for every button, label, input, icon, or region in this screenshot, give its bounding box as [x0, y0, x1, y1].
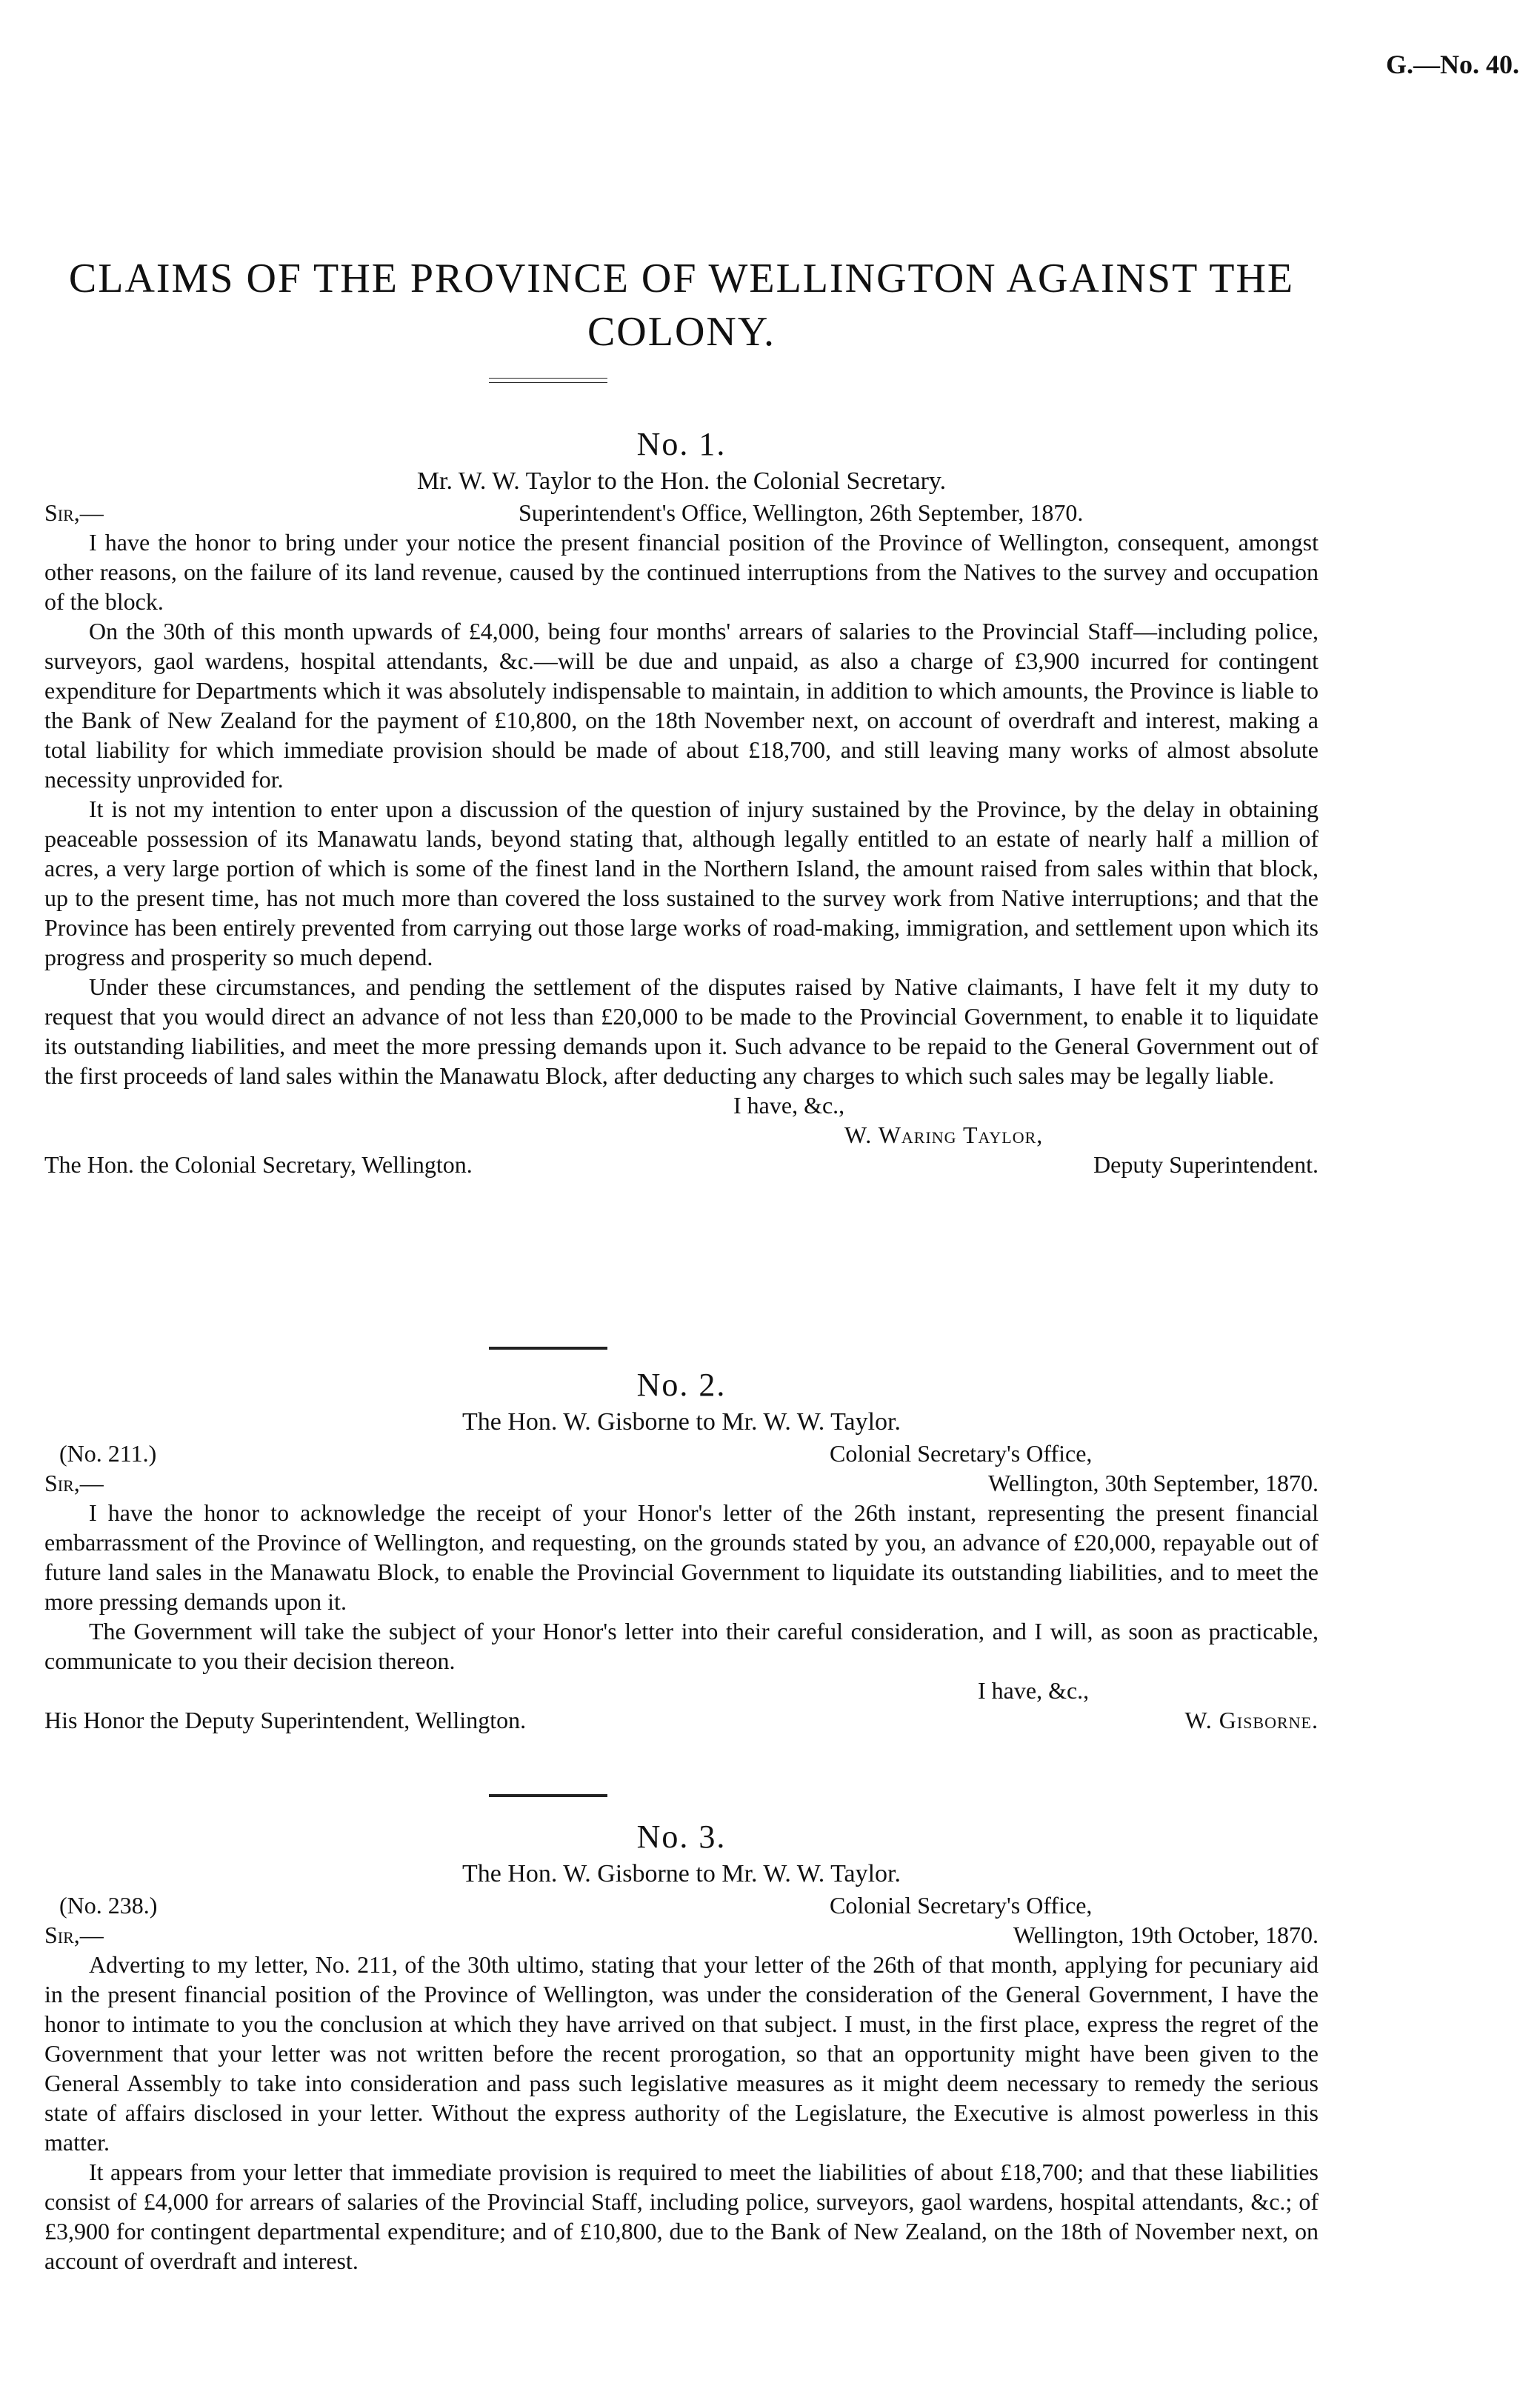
- place-line: Colonial Secretary's Office,: [830, 1892, 1093, 1919]
- letter-ref: (No. 211.): [59, 1440, 157, 1467]
- letter-2: [44, 1364, 1319, 1735]
- paragraph: It is not my intention to enter upon a discussion of the question of injury sustained by the Province, by the delay in obtaining peaceable possession of its Manawatu lands, beyond stating that, although legally entitled to an estate of nearly half a million of acres, a very large portion of which is some of the finest land in the Northern Island, the amount raised from sales within that block, up to the present time, has not much more than covered the loss sustained to the survey work from Native interruptions; and that the Province has been entirely prevented from carrying out those large works of road-making, immigration, and settlement upon which its progress and prosperity so much depend.: [44, 796, 1319, 970]
- closing: I have, &c.,: [733, 1092, 845, 1119]
- letter-number: No. 2.: [636, 1367, 727, 1403]
- salutation: Sir,—: [44, 1922, 104, 1948]
- paragraph: I have the honor to acknowledge the receipt of your Honor's letter of the 26th instant, representing the present financial embarrassment of the Province of Wellington, and requesting, on the grounds stated by you, an advance of £20,000, repayable out of future land sales in the Manawatu Block, to enable the Provincial Government to liquidate its outstanding liabilities, and to meet the more pressing demands upon it.: [44, 1499, 1319, 1615]
- date-line: Wellington, 30th September, 1870.: [988, 1470, 1319, 1496]
- paper-reference: G.—No. 40.: [1386, 50, 1519, 79]
- signature: W. Gisborne.: [1184, 1707, 1319, 1733]
- paragraph: It appears from your letter that immediate provision is required to meet the liabilities of about £18,700; and that these liabilities consist of £4,000 for arrears of salaries of the Provincial Staff, including police, surveyors, gaol wardens, hospital attendants, &c.; of £3,900 for contingent departmental expenditure; and of £10,800, due to the Bank of New Zealand, on the 18th of November next, on account of overdraft and interest.: [44, 2159, 1319, 2274]
- place-line: Colonial Secretary's Office,: [830, 1440, 1093, 1467]
- section-divider: [489, 1347, 607, 1350]
- paragraph: Under these circumstances, and pending the settlement of the disputes raised by Native claimants, I have felt it my duty to request that you would direct an advance of not less than £20,000 to be made to the Provincial Government, to enable it to liquidate its outstanding liabilities, and meet the more pressing demands upon it. Such advance to be repaid to the General Government out of the first proceeds of land sales within the Manawatu Block, after deducting any charges to which such sales may be legally liable.: [44, 973, 1319, 1089]
- section-divider: [489, 1794, 607, 1797]
- letter-number: No. 3.: [636, 1819, 727, 1855]
- salutation: Sir,—: [44, 499, 104, 526]
- paragraph: Adverting to my letter, No. 211, of the 30th ultimo, stating that your letter of the 26th of that month, applying for pecuniary aid in the present financial position of the Province of Wellington, was under the consideration of the General Government, I have the honor to intimate to you the conclusion at which they have arrived on that subject. I must, in the first place, express the regret of the Government that your letter was not written before the recent prorogation, so that an opportunity might have been given to the General Assembly to take into consideration and pass such legislative measures as it might deem necessary to remedy the serious state of affairs disclosed in your letter. Without the express authority of the Legislature, the Executive is almost powerless in this matter.: [44, 1951, 1319, 2156]
- paragraph: I have the honor to bring under your notice the present financial position of the Province of Wellington, consequent, amongst other reasons, on the failure of its land revenue, caused by the continued interruptions from the Natives to the survey and occupation of the block.: [44, 529, 1319, 615]
- place-date: Superintendent's Office, Wellington, 26th September, 1870.: [519, 499, 1084, 526]
- letter-ref: (No. 238.): [59, 1892, 158, 1919]
- addressee: His Honor the Deputy Superintendent, Wellington.: [44, 1707, 527, 1733]
- addressee: The Hon. the Colonial Secretary, Wellington.: [44, 1151, 473, 1178]
- salutation: Sir,—: [44, 1470, 104, 1496]
- title-divider: [489, 378, 607, 383]
- letter-from-to: Mr. W. W. Taylor to the Hon. the Colonial Secretary.: [416, 467, 947, 495]
- letter-from-to: The Hon. W. Gisborne to Mr. W. W. Taylor.: [461, 1408, 901, 1436]
- document-title: CLAIMS OF THE PROVINCE OF WELLINGTON AGAINST THE COLONY.: [68, 256, 1295, 355]
- date-line: Wellington, 19th October, 1870.: [1013, 1922, 1319, 1948]
- closing: I have, &c.,: [978, 1677, 1090, 1704]
- paragraph: The Government will take the subject of your Honor's letter into their careful consideration, and I will, as soon as practicable, communicate to you their decision thereon.: [44, 1618, 1319, 1674]
- letter-1: [44, 424, 1319, 1179]
- signature: W. Waring Taylor,: [844, 1122, 1044, 1148]
- letter-from-to: The Hon. W. Gisborne to Mr. W. W. Taylor.: [461, 1860, 901, 1887]
- salutation-row: [44, 498, 1319, 527]
- letter-number: No. 1.: [636, 426, 727, 462]
- signature-title: Deputy Superintendent.: [1093, 1151, 1319, 1178]
- letter-3: [44, 1816, 1319, 2276]
- paragraph: On the 30th of this month upwards of £4,000, being four months' arrears of salaries to the Provincial Staff—including police, surveyors, gaol wardens, hospital attendants, &c.—will be due and unpaid, as also a charge of £3,900 incurred for contingent expenditure for Departments which it was absolutely indispensable to maintain, in addition to which amounts, the Province is liable to the Bank of New Zealand for the payment of £10,800, on the 18th November next, on account of overdraft and interest, making a total liability for which immediate provision should be made of about £18,700, and still leaving many works of almost absolute necessity unprovided for.: [44, 618, 1319, 793]
